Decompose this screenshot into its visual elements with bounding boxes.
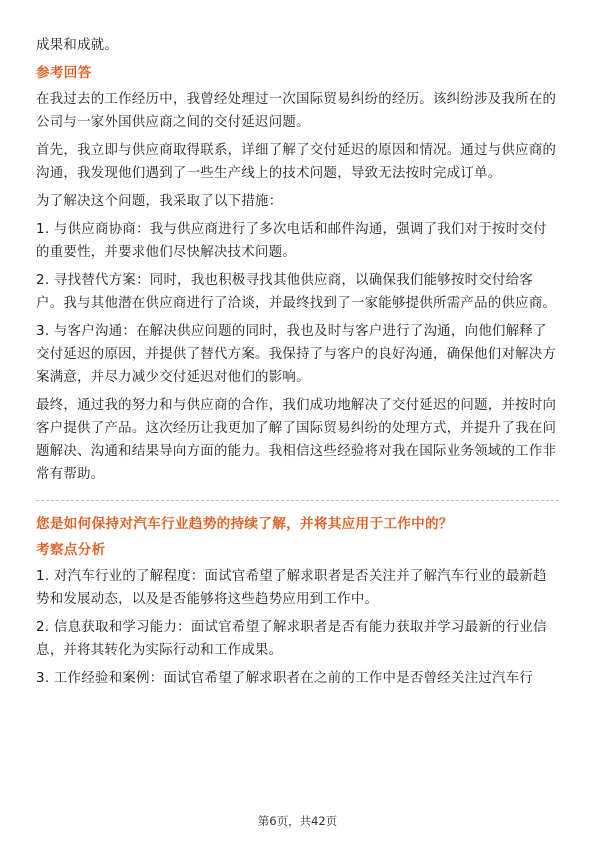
answer-paragraph: 最终，通过我的努力和与供应商的合作，我们成功地解决了交付延迟的问题，并按时向客户提供了产品。这次经历让我更加了解了国际贸易纠纷的处理方式，并提升了我在问题解决、沟通和结果导向方面的能力。我相信这些经验将对我在国际业务领域的工作非常有帮助。 [36, 398, 557, 482]
document-body [36, 34, 559, 695]
analysis-heading: 考察点分析 [36, 542, 106, 558]
answer-heading: 参考回答 [36, 65, 92, 81]
analysis-point: 2. 信息获取和学习能力：面试官希望了解求职者是否有能力获取并学习最新的行业信息，并将其转化为实际行动和工作成果。 [36, 620, 547, 658]
lead-line: 成果和成就。 [36, 38, 119, 53]
answer-list-item: 2. 寻找替代方案：同时，我也积极寻找其他供应商，以确保我们能够按时交付给客户。我与其他潜在供应商进行了洽谈，并最终找到了一家能够提供所需产品的供应商。 [36, 273, 557, 311]
answer-paragraph: 首先，我立即与供应商取得联系，详细了解了交付延迟的原因和情况。通过与供应商的沟通，我发现他们遇到了一些生产线上的技术问题，导致无法按时完成订单。 [36, 143, 557, 181]
answer-list-item: 1. 与供应商协商：我与供应商进行了多次电话和邮件沟通，强调了我们对于按时交付的重要性，并要求他们尽快解决技术问题。 [36, 222, 547, 260]
answer-list-item: 3. 与客户沟通：在解决供应问题的同时，我也及时与客户进行了沟通，向他们解释了交付延迟的原因，并提供了替代方案。我保持了与客户的良好沟通，确保他们对解决方案满意，并尽力减少交付延迟对他们的影响。 [36, 324, 557, 385]
section-divider [36, 500, 559, 501]
answer-paragraph: 在我过去的工作经历中，我曾经处理过一次国际贸易纠纷的经历。该纠纷涉及我所在的公司与一家外国供应商之间的交付延迟问题。 [36, 92, 557, 130]
analysis-point: 1. 对汽车行业的了解程度：面试官希望了解求职者是否关注并了解汽车行业的最新趋势和发展动态，以及是否能够将这些趋势应用到工作中。 [36, 569, 547, 607]
question-heading: 您是如何保持对汽车行业趋势的持续了解，并将其应用于工作中的？ [36, 516, 453, 532]
page-indicator: 第6页，共42页 [257, 814, 338, 828]
answer-paragraph: 为了解决这个问题，我采取了以下措施： [36, 194, 283, 209]
analysis-point: 3. 工作经验和案例：面试官希望了解求职者在之前的工作中是否曾经关注过汽车行 [36, 671, 534, 686]
